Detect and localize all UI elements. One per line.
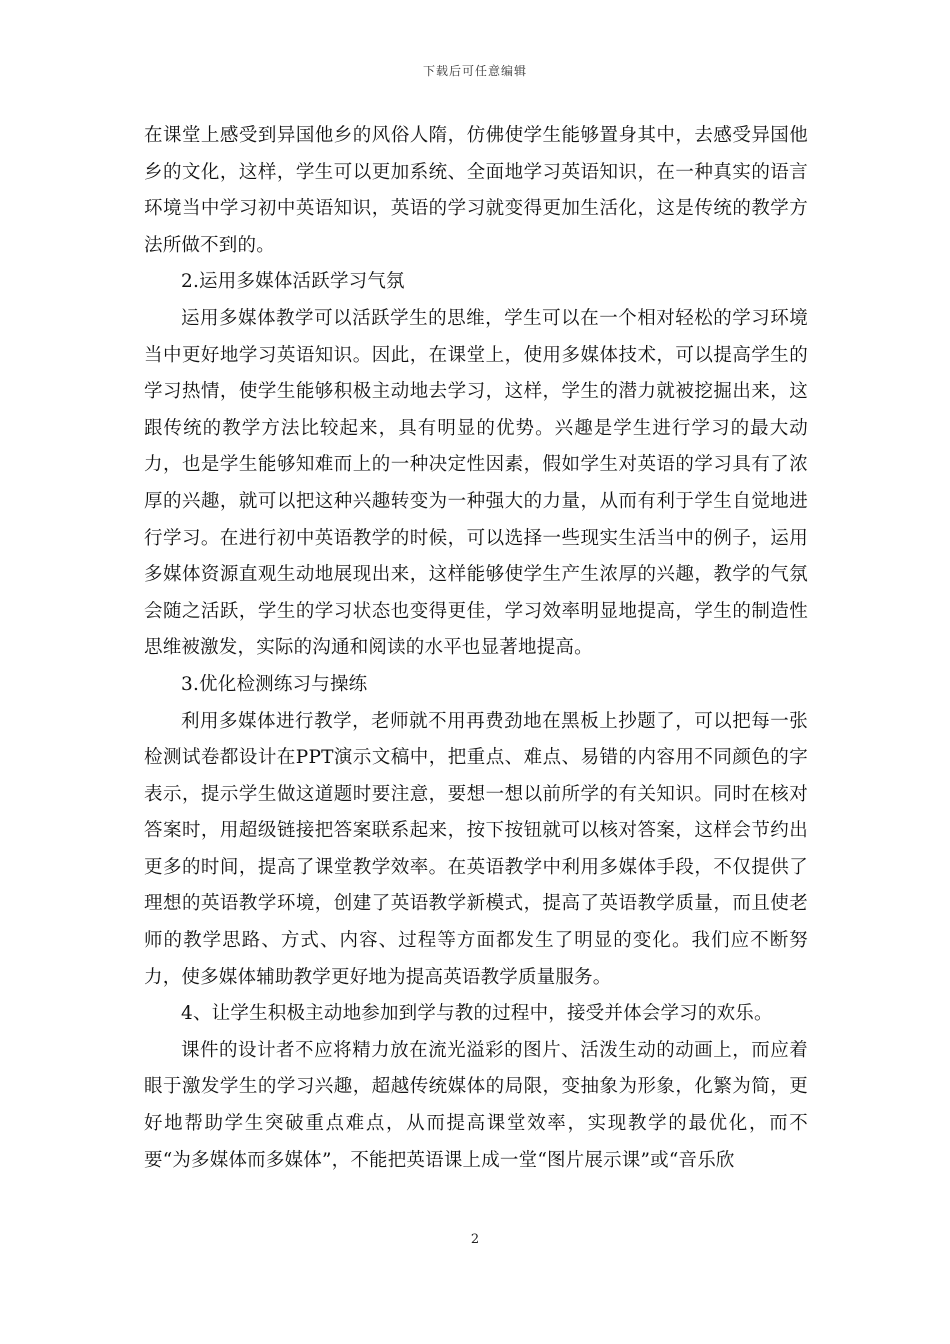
paragraph-continuation: 在课堂上感受到异国他乡的风俗人隋，仿佛使学生能够置身其中，去感受异国他乡的文化，这样，学生可以更加系统、全面地学习英语知识，在一种真实的语言环境当中学习初中英语知识，英语的学习就变得更加生活化，这是传统的教学方法所做不到的。	[144, 125, 808, 256]
section-heading-4: 4、让学生积极主动地参加到学与教的过程中，接受并体会学习的欢乐。	[181, 1003, 773, 1025]
page-number: 2	[470, 1232, 480, 1247]
paragraph-optimize-practice: 利用多媒体进行教学，老师就不用再费劲地在黑板上抄题了，可以把每一张检测试卷都设计在PPT演示文稿中，把重点、难点、易错的内容用不同颜色的字表示，提示学生做这道题时要注意，要想一想以前所学的有关知识。同时在核对答案时，用超级链接把答案联系起来，按下按钮就可以核对答案，这样会节约出更多的时间，提高了课堂教学效率。在英语教学中利用多媒体手段，不仅提供了理想的英语教学环境，创建了英语教学新模式，提高了英语教学质量，而且使老师的教学思路、方式、内容、过程等方面都发生了明显的变化。我们应不断努力，使多媒体辅助教学更好地为提高英语教学质量服务。	[144, 710, 808, 988]
document-body	[144, 118, 808, 1179]
paragraph-courseware-design: 课件的设计者不应将精力放在流光溢彩的图片、活泼生动的动画上，而应着眼于激发学生的学习兴趣，超越传统媒体的局限，变抽象为形象，化繁为简，更好地帮助学生突破重点难点，从而提高课堂效率，实现教学的最优化，而不要“为多媒体而多媒体”，不能把英语课上成一堂“图片展示课”或“音乐欣	[144, 1039, 808, 1171]
section-heading-3: 3.优化检测练习与操练	[181, 673, 368, 695]
section-heading-2: 2.运用多媒体活跃学习气氛	[181, 271, 405, 293]
paragraph-multimedia-atmosphere: 运用多媒体教学可以活跃学生的思维，学生可以在一个相对轻松的学习环境当中更好地学习英语知识。因此，在课堂上，使用多媒体技术，可以提高学生的学习热情，使学生能够积极主动地去学习，这样，学生的潜力就被挖掘出来，这跟传统的教学方法比较起来，具有明显的优势。兴趣是学生进行学习的最大动力，也是学生能够知难而上的一种决定性因素，假如学生对英语的学习具有了浓厚的兴趣，就可以把这种兴趣转变为一种强大的力量，从而有利于学生自觉地进行学习。在进行初中英语教学的时候，可以选择一些现实生活当中的例子，运用多媒体资源直观生动地展现出来，这样能够使学生产生浓厚的兴趣，教学的气氛会随之活跃，学生的学习状态也变得更佳，学习效率明显地提高，学生的制造性思维被激发，实际的沟通和阅读的水平也显著地提高。	[144, 307, 808, 659]
page-header: 下载后可任意编辑	[422, 64, 527, 78]
